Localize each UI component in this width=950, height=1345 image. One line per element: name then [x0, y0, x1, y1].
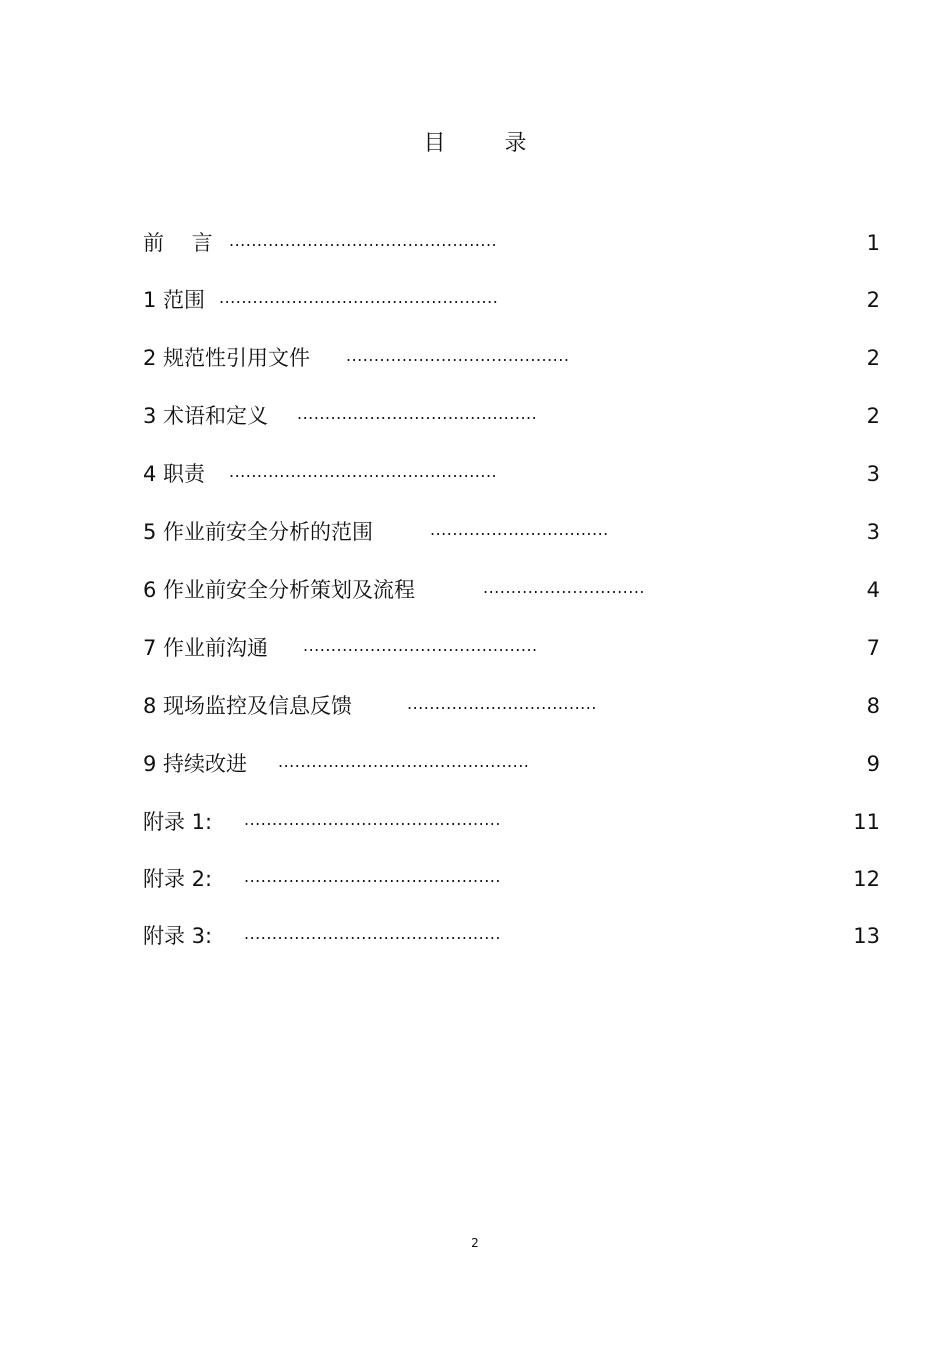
toc-entry-page: 1	[866, 231, 880, 255]
toc-entry[interactable]	[143, 228, 880, 258]
toc-entry-page: 2	[866, 288, 880, 312]
toc-entry[interactable]	[143, 343, 880, 373]
toc-entry-page: 12	[853, 867, 880, 891]
toc-entry-page: 2	[866, 346, 880, 370]
toc-entry-label: 附录 3:	[143, 924, 213, 948]
toc-entry-label: 附录 1:	[143, 810, 213, 834]
toc-entry-dots: .............................................	[278, 752, 530, 771]
toc-entry-dots: ..................................	[407, 694, 597, 713]
toc-entry[interactable]	[143, 575, 880, 605]
page-number: 2	[471, 1236, 479, 1250]
toc-entry-label: 4 职责	[143, 462, 206, 486]
toc-entry-label: 7 作业前沟通	[143, 636, 269, 660]
toc-entry-label: 3 术语和定义	[143, 404, 269, 428]
toc-entry-page: 4	[866, 578, 880, 602]
toc-entry-page: 2	[866, 404, 880, 428]
toc-entry-label: 6 作业前安全分析策划及流程	[143, 578, 416, 602]
toc-entry-label: 附录 2:	[143, 867, 213, 891]
toc-entry-page: 7	[866, 636, 880, 660]
toc-entry-page: 13	[853, 924, 880, 948]
toc-entry-label: 8 现场监控及信息反馈	[143, 694, 353, 718]
toc-entry-dots: ...........................................	[297, 404, 538, 423]
toc-entry-dots: .............................	[483, 578, 645, 597]
toc-entry-page: 3	[866, 462, 880, 486]
toc-entry[interactable]	[143, 749, 880, 779]
toc-entry-page: 8	[866, 694, 880, 718]
toc-entry-label: 5 作业前安全分析的范围	[143, 520, 374, 544]
toc-entry-dots: ................................	[430, 520, 609, 539]
toc-entry-page: 9	[866, 752, 880, 776]
toc-entry[interactable]	[143, 401, 880, 431]
toc-entry-dots: ..........................................	[303, 636, 538, 655]
toc-entry-dots: ........................................	[346, 346, 570, 365]
toc-entry[interactable]	[143, 459, 880, 489]
toc-entry-dots: ................................................	[229, 231, 498, 250]
toc-entry-page: 11	[853, 810, 880, 834]
toc-entry-label: 2 规范性引用文件	[143, 346, 311, 370]
toc-entry[interactable]	[143, 864, 880, 894]
toc-title: 目 录	[423, 131, 553, 156]
toc-entry-label: 1 范围	[143, 288, 206, 312]
toc-entry[interactable]	[143, 921, 880, 951]
toc-entry[interactable]	[143, 517, 880, 547]
toc-entry-label: 前 言	[143, 231, 213, 255]
toc-entry[interactable]	[143, 285, 880, 315]
toc-entry[interactable]	[143, 691, 880, 721]
toc-entry-page: 3	[866, 520, 880, 544]
toc-entry[interactable]	[143, 807, 880, 837]
toc-entry[interactable]	[143, 633, 880, 663]
toc-entry-dots: ..............................................	[244, 924, 501, 943]
toc-entry-dots: ..............................................	[244, 810, 501, 829]
toc-entry-dots: ..............................................	[244, 867, 501, 886]
toc-entry-dots: ................................................	[229, 462, 498, 481]
toc-entry-label: 9 持续改进	[143, 752, 248, 776]
toc-entry-dots: ..................................................	[219, 288, 499, 307]
